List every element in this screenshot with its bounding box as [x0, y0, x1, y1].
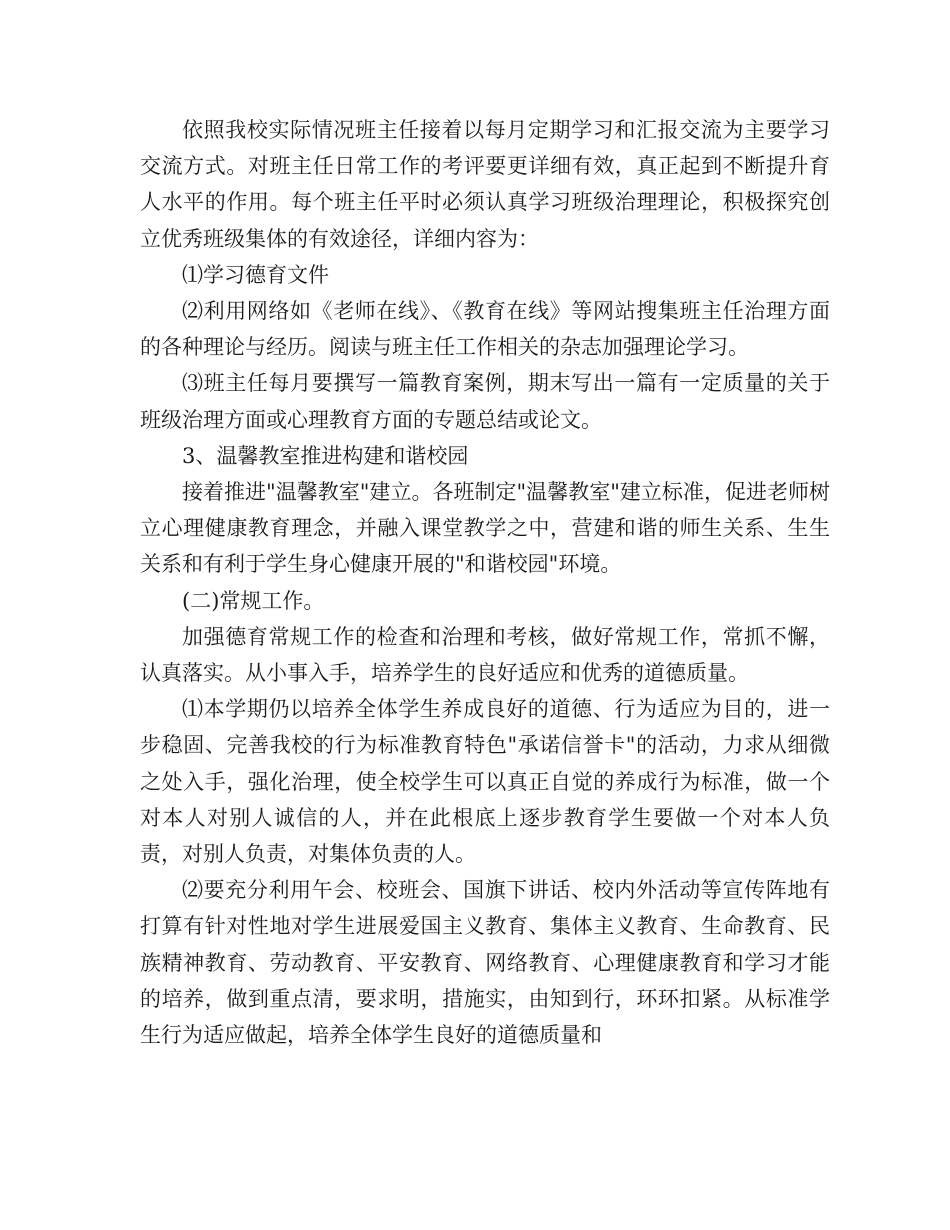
paragraph: 依照我校实际情况班主任接着以每月定期学习和汇报交流为主要学习交流方式。对班主任日常工作的考评要更详细有效，真正起到不断提升育人水平的作用。每个班主任平时必须认真学习班级治理理论，积极探究创立优秀班级集体的有效途径，详细内容为：: [140, 118, 830, 251]
list-item: ⑴本学期仍以培养全体学生养成良好的道德、行为适应为目的，进一步稳固、完善我校的行为标准教育特色"承诺信誉卡"的活动，力求从细微之处入手，强化治理，使全校学生可以真正自觉的养成行为标准，做一个对本人对别人诚信的人，并在此根底上逐步教育学生要做一个对本人负责，对别人负责，对集体负责的人。: [140, 697, 830, 867]
paragraph: 加强德育常规工作的检查和治理和考核，做好常规工作，常抓不懈，认真落实。从小事入手，培养学生的良好适应和优秀的道德质量。: [140, 624, 830, 686]
paragraph: 接着推进"温馨教室"建立。各班制定"温馨教室"建立标准，促进老师树立心理健康教育理念，并融入课堂教学之中，营建和谐的师生关系、生生关系和有利于学生身心健康开展的"和谐校园"环境。: [140, 480, 830, 577]
document-body: [140, 112, 830, 1053]
list-item: ⑶班主任每月要撰写一篇教育案例，期末写出一篇有一定质量的关于班级治理方面或心理教育方面的专题总结或论文。: [140, 371, 830, 432]
section-heading: 3、温馨教室推进构建和谐校园: [182, 443, 469, 468]
list-item: ⑵要充分利用午会、校班会、国旗下讲话、校内外活动等宣传阵地有打算有针对性地对学生进展爱国主义教育、集体主义教育、生命教育、民族精神教育、劳动教育、平安教育、网络教育、心理健康教育和学习才能的培养，做到重点清，要求明，措施实，由知到行，环环扣紧。从标准学生行为适应做起，培养全体学生良好的道德质量和: [140, 878, 830, 1048]
list-item: ⑴学习德育文件: [182, 262, 329, 287]
list-item: ⑵利用网络如《老师在线》、《教育在线》等网站搜集班主任治理方面的各种理论与经历。阅读与班主任工作相关的杂志加强理论学习。: [140, 299, 830, 360]
section-heading: (二)常规工作。: [182, 588, 325, 613]
